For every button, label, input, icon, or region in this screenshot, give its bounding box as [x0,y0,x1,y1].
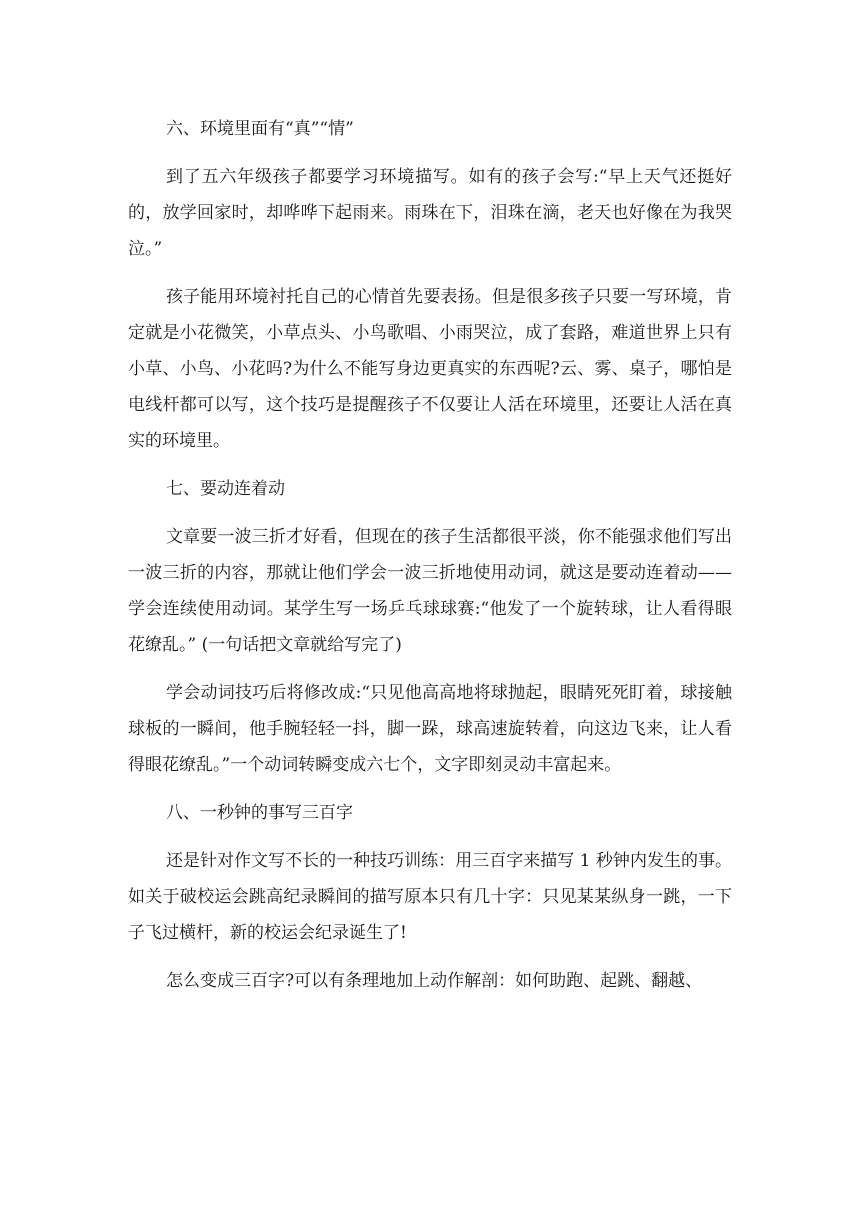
paragraph: 到了五六年级孩子都要学习环境描写。如有的孩子会写:“早上天气还挺好的，放学回家时，却哗哗下起雨来。雨珠在下，泪珠在滴，老天也好像在为我哭泣。” [128,167,732,259]
paragraph: 学会动词技巧后将修改成:“只见他高高地将球抛起，眼睛死死盯着，球接触球板的一瞬间，他手腕轻轻一抖，脚一跺，球高速旋转着，向这边飞来，让人看得眼花缭乱。”一个动词转瞬变成六七个，文字即刻灵动丰富起来。 [128,683,732,775]
paragraph: 文章要一波三折才好看，但现在的孩子生活都很平淡，你不能强求他们写出一波三折的内容，那就让他们学会一波三折地使用动词，就这是要动连着动——学会连续使用动词。某学生写一场乒乓球球赛:“他发了一个旋转球，让人看得眼花缭乱。” (一句话把文章就给写完了) [128,527,732,655]
section-heading-7: 七、要动连着动 [166,479,285,499]
document-body [128,111,732,1011]
paragraph: 怎么变成三百字?可以有条理地加上动作解剖：如何助跑、起跳、翻越、 [166,971,703,991]
section-heading-6: 六、环境里面有“真”“情” [166,119,354,139]
section-heading-8: 八、一秒钟的事写三百字 [166,803,353,823]
paragraph: 孩子能用环境衬托自己的心情首先要表扬。但是很多孩子只要一写环境，肯定就是小花微笑，小草点头、小鸟歌唱、小雨哭泣，成了套路，难道世界上只有小草、小鸟、小花吗?为什么不能写身边更真实的东西呢?云、雾、桌子，哪怕是电线杆都可以写，这个技巧是提醒孩子不仅要让人活在环境里，还要让人活在真实的环境里。 [128,287,732,451]
paragraph: 还是针对作文写不长的一种技巧训练：用三百字来描写 1 秒钟内发生的事。如关于破校运会跳高纪录瞬间的描写原本只有几十字：只见某某纵身一跳，一下子飞过横杆，新的校运会纪录诞生了! [128,851,732,943]
